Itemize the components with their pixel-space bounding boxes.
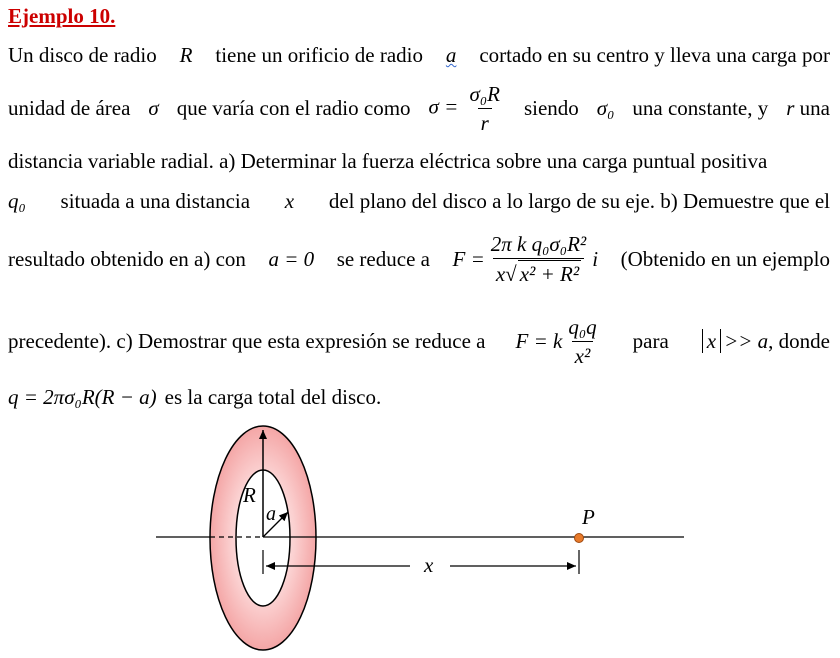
sqrt-icon: √ <box>505 262 517 286</box>
sigma-formula <box>428 81 506 136</box>
var-x: x <box>284 189 295 213</box>
den-x: x <box>495 262 506 286</box>
label-P: P <box>582 505 595 529</box>
label-a: a <box>266 503 276 525</box>
text-segment: distancia variable radial. a) Determinar la fuerza eléctrica sobre una carga puntual positiva <box>8 149 768 173</box>
text-segment: que varía con el radio como <box>176 96 411 120</box>
unit-vector-i: i <box>592 247 599 271</box>
text-segment: situada a una distancia <box>60 189 251 213</box>
condition <box>699 328 830 354</box>
paragraph-line-7 <box>8 384 830 410</box>
fraction-numerator: 2π k q₀σ₀R² <box>490 232 587 256</box>
label-x: x <box>424 553 434 577</box>
text-segment: una <box>799 96 830 120</box>
text-segment: para <box>632 329 669 353</box>
r-segment <box>786 95 830 121</box>
paragraph-line-6 <box>8 316 830 366</box>
comparison: >> a <box>724 329 769 353</box>
paragraph-line-4 <box>8 188 830 214</box>
point-P <box>575 534 584 543</box>
var-sigma0: σ₀ <box>596 96 615 120</box>
fraction-denominator: r <box>478 108 492 136</box>
limit-formula <box>516 314 603 369</box>
abs-x: x <box>702 329 721 353</box>
var-a: a <box>445 43 457 67</box>
text-segment: tiene un orificio de radio <box>215 43 423 67</box>
fraction-numerator: q₀q <box>568 314 597 339</box>
force-fraction <box>488 231 589 287</box>
fraction-denominator <box>493 258 584 287</box>
paragraph-line-2 <box>8 81 830 135</box>
var-R: R <box>179 43 193 67</box>
total-charge-formula: q = 2πσ₀R(R − a) <box>8 385 157 409</box>
text-segment: es la carga total del disco. <box>164 385 382 409</box>
condition-a-zero: a = 0 <box>268 247 315 271</box>
text-segment: (Obtenido en un ejemplo <box>620 247 830 271</box>
formula-lhs: F = k <box>515 329 563 353</box>
text-segment: una constante, y <box>632 96 769 120</box>
paragraph-line-3 <box>8 148 830 174</box>
text-segment: Un disco de radio <box>8 43 157 67</box>
text-segment: siendo <box>523 96 579 120</box>
text-segment: precedente). c) Demostrar que esta expresión se reduce a <box>8 329 486 353</box>
fraction-numerator: σ₀R <box>469 81 501 106</box>
var-r: r <box>786 96 795 120</box>
disk-figure <box>0 420 840 658</box>
formula-lhs: F = <box>452 247 485 271</box>
sigma-fraction <box>467 81 504 136</box>
limit-fraction <box>565 314 599 369</box>
formula-lhs: σ = <box>428 93 459 118</box>
text-segment: unidad de área <box>8 96 131 120</box>
example-heading: Ejemplo 10. <box>8 4 116 28</box>
text-segment: cortado en su centro y lleva una carga por <box>479 43 830 67</box>
paragraph-line-5 <box>8 228 830 290</box>
var-q0: q₀ <box>8 189 26 213</box>
var-sigma: σ <box>148 96 159 120</box>
text-segment: , donde <box>768 329 830 353</box>
fraction-denominator: x² <box>572 341 594 369</box>
text-segment: resultado obtenido en a) con <box>8 247 246 271</box>
text-segment: se reduce a <box>336 247 430 271</box>
force-formula <box>453 231 599 287</box>
paragraph-line-1 <box>8 42 830 68</box>
text-segment: del plano del disco a lo largo de su eje. b) Demuestre que el <box>328 189 830 213</box>
label-R: R <box>243 483 256 507</box>
sqrt-content: x² + R² <box>519 262 580 286</box>
